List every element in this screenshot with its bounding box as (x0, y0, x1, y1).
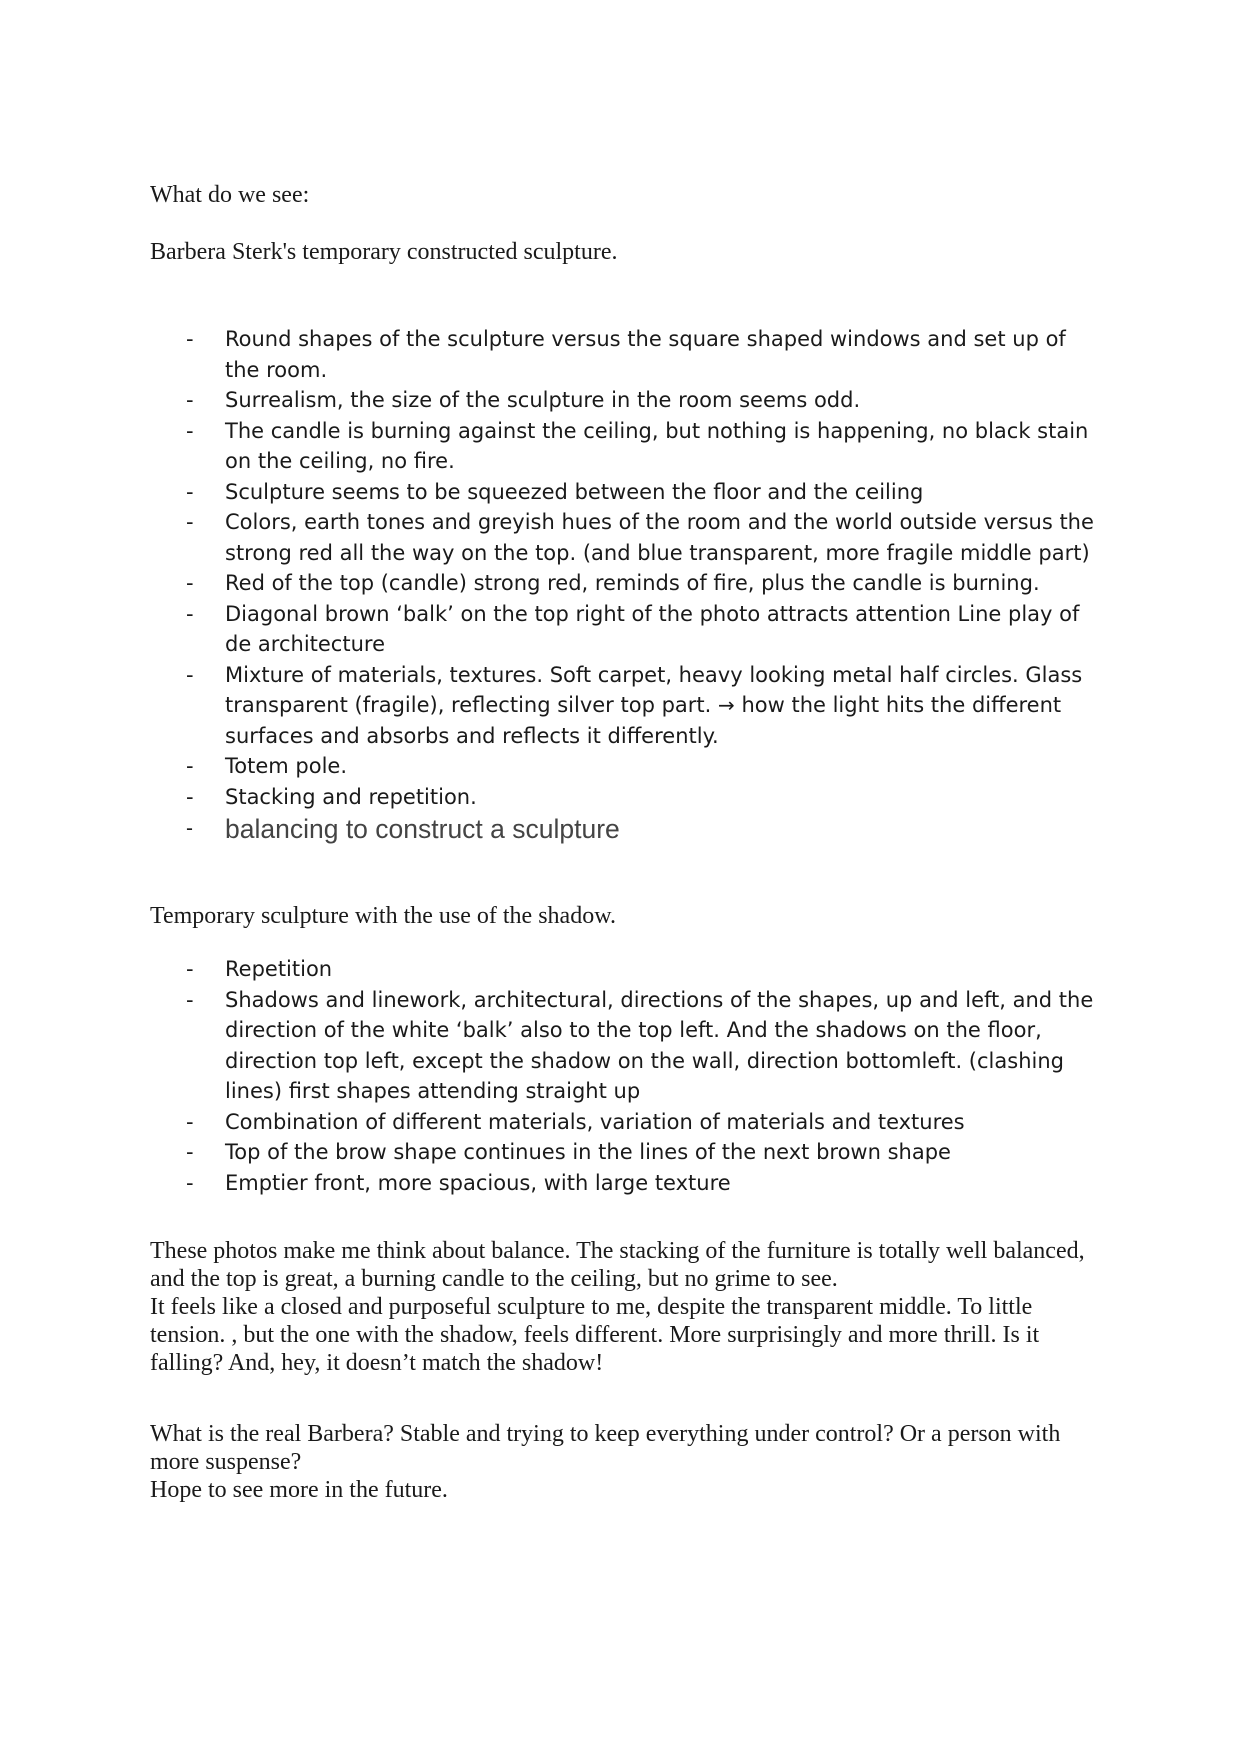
list-item: - Diagonal brown ‘balk’ on the top right of the photo attracts attention Line play of de architecture (186, 601, 1080, 656)
list-item: - Repetition (186, 957, 333, 981)
list-item: - Red of the top (candle) strong red, reminds of fire, plus the candle is burning. (186, 571, 1040, 595)
list-item: - Round shapes of the sculpture versus the square shaped windows and set up of the room. (186, 327, 1066, 382)
list-item: - Surrealism, the size of the sculpture in the room seems odd. (186, 388, 861, 412)
closing-paragraph (150, 1420, 1100, 1504)
list-item: - Totem pole. (186, 754, 348, 778)
list-item: - balancing to construct a sculpture (186, 814, 620, 844)
section2-title: Temporary sculpture with the use of the shadow. (150, 903, 616, 929)
list-item: - Emptier front, more spacious, with large texture (186, 1170, 731, 1195)
list-item: - The candle is burning against the ceiling, but nothing is happening, no black stain on the ceiling, no fire. (186, 418, 1089, 473)
list-item: - Shadows and linework, architectural, directions of the shapes, up and left, and the direction of the white ‘balk’ also to the top left. And the shadows on the floor, direction top left, except the shadow on the wall, direction bottomleft. (clashing lines) first shapes attending straight up (186, 987, 1094, 1103)
section1-bullet-list (150, 324, 1100, 846)
reflection-paragraph (150, 1237, 1100, 1377)
list-item: - Combination of different materials, variation of materials and textures (186, 1109, 965, 1134)
heading-what-do-we-see: What do we see: (150, 182, 310, 208)
list-item: - Colors, earth tones and greyish hues of the room and the world outside versus the strong red all the way on the top. (and blue transparent, more fragile middle part) (186, 510, 1094, 565)
list-item: - Top of the brow shape continues in the lines of the next brown shape (186, 1140, 951, 1164)
reflection-line: It feels like a closed and purposeful sculpture to me, despite the transparent middle. To little tension. , but the one with the shadow, feels different. More surprisingly and more thrill. Is it falling? And, hey, it doesn’t match the shadow! (150, 1294, 1040, 1376)
right-arrow-icon: → (718, 693, 735, 717)
section1-title: Barbera Sterk's temporary constructed sculpture. (150, 239, 618, 265)
reflection-line: These photos make me think about balance. The stacking of the furniture is totally well balanced, and the top is great, a burning candle to the ceiling, but no grime to see. (150, 1238, 1085, 1292)
list-item-materials: - Mixture of materials, textures. Soft carpet, heavy looking metal half circles. Glass transparent (fragile), reflecting silver top part. → how the light hits the different surfaces and absorbs and reflects it differently. (186, 662, 1083, 748)
section2-bullet-list (150, 954, 1100, 1198)
closing-question: What is the real Barbera? Stable and trying to keep everything under control? Or a person with more suspense? (150, 1421, 1061, 1475)
list-item: - Sculpture seems to be squeezed between the floor and the ceiling (186, 479, 924, 504)
list-item: - Stacking and repetition. (186, 784, 477, 809)
closing-hope: Hope to see more in the future. (150, 1477, 448, 1503)
